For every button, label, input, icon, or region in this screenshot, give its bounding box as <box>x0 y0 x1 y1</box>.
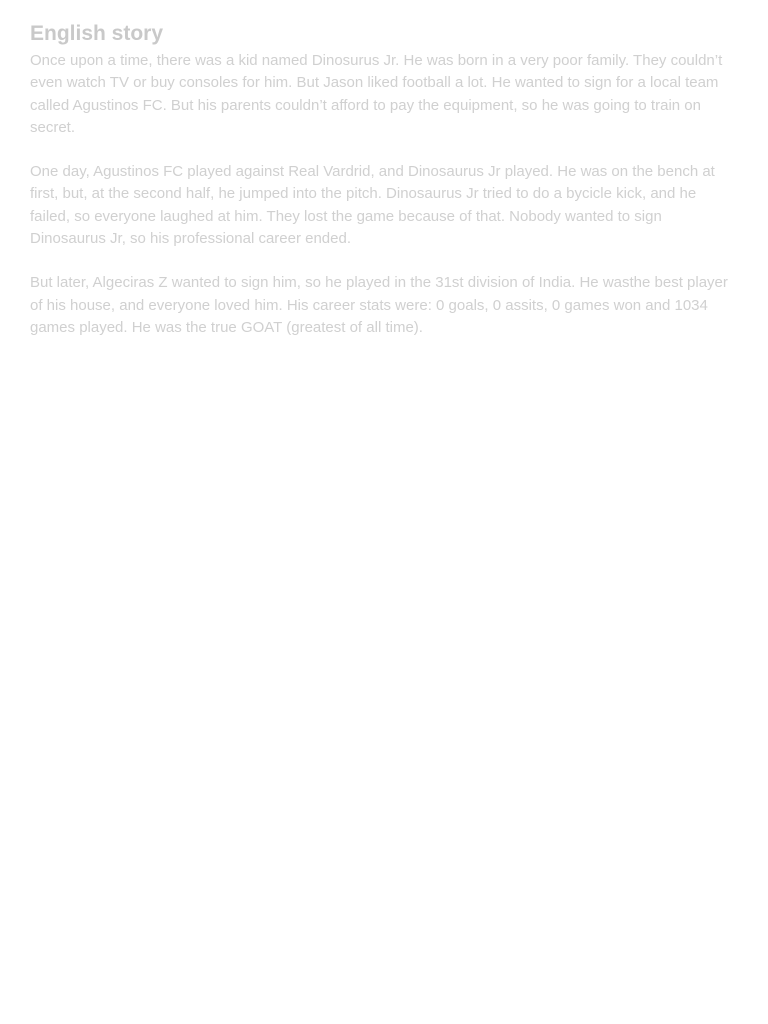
document-body[interactable] <box>30 50 738 339</box>
document-title[interactable]: English story <box>30 22 164 45</box>
paragraph-3[interactable]: But later, Algeciras Z wanted to sign him, so he played in the 31st division of India. He wasthe best player of his house, and everyone loved him. His career stats were: 0 goals, 0 assits, 0 games won and 1034 games played. He was the true GOAT (greatest of all time). <box>30 274 728 336</box>
paragraph-2[interactable]: One day, Agustinos FC played against Real Vardrid, and Dinosaurus Jr played. He was on the bench at first, but, at the second half, he jumped into the pitch. Dinosaurus Jr tried to do a bycicle kick, and he failed, so everyone laughed at him. They lost the game because of that. Nobody wanted to sign Dinosaurus Jr, so his professional career ended. <box>30 163 715 248</box>
paragraph-1[interactable]: Once upon a time, there was a kid named Dinosurus Jr. He was born in a very poor family. They couldn’t even watch TV or buy consoles for him. But Jason liked football a lot. He wanted to sign for a local team called Agustinos FC. But his parents couldn’t afford to pay the equipment, so he was going to train on secret. <box>30 52 723 136</box>
